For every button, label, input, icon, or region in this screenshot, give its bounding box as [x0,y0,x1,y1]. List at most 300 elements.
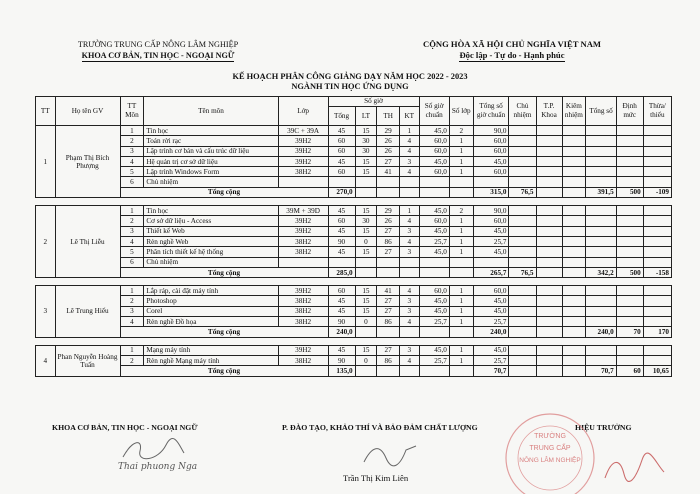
table-cell [473,177,509,187]
table-cell: 4 [120,317,144,327]
empty-cell [562,296,586,306]
teacher-index: 4 [36,345,56,376]
national-header [392,39,632,62]
table-cell: 45,0 [473,345,509,355]
table-cell: 39H2 [278,345,328,355]
empty-cell [643,126,671,136]
total-row [36,327,672,337]
empty-cell [643,156,671,166]
table-cell: 4 [120,156,144,166]
table-cell: 41 [377,167,400,177]
total-hours: 270,0 [328,187,355,197]
table-cell: 45,0 [473,226,509,236]
empty-cell [616,317,643,327]
empty-cell [643,136,671,146]
empty-cell [399,187,419,197]
table-cell: 45,0 [419,156,449,166]
empty-cell [643,257,671,267]
table-cell: 39H2 [278,136,328,146]
table-cell: Chủ nhiệm [144,177,278,187]
empty-cell [562,156,586,166]
empty-cell [449,187,473,197]
empty-cell [536,156,562,166]
total-std-hours: 240,0 [473,327,509,337]
svg-text:TRƯỜNG: TRƯỜNG [534,433,566,440]
table-cell: Cơ sở dữ liệu - Access [144,216,278,226]
table-cell: 60,0 [419,216,449,226]
table-cell: 6 [120,177,144,187]
table-cell: 60 [328,286,355,296]
table-cell: 45 [328,126,355,136]
table-cell: 60,0 [419,286,449,296]
table-cell: 2 [449,206,473,216]
total-std-hours: 315,0 [473,187,509,197]
table-cell: 4 [399,146,419,156]
empty-cell [509,177,536,187]
empty-cell [643,177,671,187]
center-signer-name: Trần Thị Kim Liên [343,473,409,483]
table-cell: 39H2 [278,216,328,226]
table-cell: Rèn nghề Mạng máy tính [144,355,278,365]
table-cell: 90,0 [473,126,509,136]
table-cell [328,257,355,267]
table-cell: 15 [355,226,377,236]
table-cell: 5 [120,247,144,257]
empty-cell [586,236,616,246]
table-cell: 15 [355,126,377,136]
empty-cell [509,167,536,177]
table-cell: Lập trình cơ bản và cấu trúc dữ liệu [144,146,278,156]
table-cell [449,177,473,187]
empty-cell [586,156,616,166]
document-subtitle: NGÀNH TIN HỌC ỨNG DỤNG [291,82,409,91]
table-cell: Corel [144,306,278,316]
table-cell: 45,0 [473,296,509,306]
table-cell: 45,0 [473,156,509,166]
teacher-name: Lê Trung Hiếu [55,286,120,337]
table-cell: 0 [355,317,377,327]
total-hours: 135,0 [328,366,355,376]
empty-cell [536,317,562,327]
empty-cell [355,327,377,337]
col-subject-no: TT Môn [120,97,144,126]
table-cell: 1 [120,206,144,216]
table-cell [278,257,328,267]
col-hours-group: Số giờ [328,97,419,107]
table-cell: 1 [449,226,473,236]
col-total: Tổng [328,107,355,126]
table-cell: 1 [399,126,419,136]
empty-cell [562,355,586,365]
footer-principal: HIỆU TRƯỞNG [575,423,632,432]
empty-cell [536,236,562,246]
empty-cell [536,167,562,177]
total-row [36,267,672,277]
teacher-index: 2 [36,206,56,278]
empty-cell [562,216,586,226]
empty-cell [562,146,586,156]
empty-cell [536,126,562,136]
left-signature: Thai phuong Nga [118,462,198,472]
col-concurrent: Kiêm nhiệm [562,97,586,126]
empty-cell [399,366,419,376]
footer-training-office: P. ĐÀO TẠO, KHẢO THÍ VÀ BẢO ĐẢM CHẤT LƯỢNG [282,423,478,432]
teaching-plan-table [35,96,672,377]
table-cell: 45,0 [473,306,509,316]
empty-cell [536,226,562,236]
table-cell: 30 [355,216,377,226]
table-cell: 38H2 [278,317,328,327]
empty-cell [536,355,562,365]
table-cell: Phân tích thiết kế hệ thống [144,247,278,257]
table-cell: 1 [449,156,473,166]
plan-body [36,126,672,377]
empty-cell [586,296,616,306]
table-cell: Hệ quản trị cơ sở dữ liệu [144,156,278,166]
footer-faculty: KHOA CƠ BẢN, TIN HỌC - NGOẠI NGỮ [52,423,198,432]
table-cell: 1 [399,206,419,216]
table-cell: 45,0 [419,296,449,306]
table-cell: 86 [377,355,400,365]
table-cell: 5 [120,167,144,177]
table-cell: Thiết kế Web [144,226,278,236]
table-cell [419,257,449,267]
teacher-index: 3 [36,286,56,337]
empty-cell [562,366,586,376]
group-separator [36,278,672,286]
table-cell: 90 [328,236,355,246]
table-cell: 3 [399,247,419,257]
table-cell: 45,0 [473,247,509,257]
table-cell: 60,0 [473,216,509,226]
table-cell: 4 [399,136,419,146]
empty-cell [562,317,586,327]
table-cell: 90 [328,355,355,365]
table-row [36,216,672,226]
empty-cell [616,136,643,146]
empty-cell [562,306,586,316]
table-cell: 26 [377,146,400,156]
col-th: TH [377,107,400,126]
table-cell: 45,0 [419,345,449,355]
table-cell: 1 [449,286,473,296]
empty-cell [616,226,643,236]
document-title: KẾ HOẠCH PHÂN CÔNG GIẢNG DẠY NĂM HỌC 2022 - 2023 [232,72,468,81]
total-dept [536,366,562,376]
table-cell: 30 [355,136,377,146]
empty-cell [562,345,586,355]
empty-cell [586,136,616,146]
table-cell: 27 [377,296,400,306]
empty-cell [643,216,671,226]
table-cell: 2 [120,216,144,226]
empty-cell [355,366,377,376]
table-cell: 1 [449,136,473,146]
empty-cell [449,366,473,376]
empty-cell [562,327,586,337]
teacher-index: 1 [36,126,56,198]
col-teacher-name: Họ tên GV [55,97,120,126]
total-homeroom: 76,5 [509,267,536,277]
table-row [36,177,672,187]
table-cell: 0 [355,236,377,246]
signature-scribble-icon [360,440,420,470]
empty-cell [586,177,616,187]
empty-cell [616,206,643,216]
table-cell: Rèn nghề Đồ họa [144,317,278,327]
table-cell: 39H2 [278,286,328,296]
empty-cell [616,345,643,355]
table-cell: 15 [355,345,377,355]
empty-cell [449,267,473,277]
col-lt: LT [355,107,377,126]
total-label: Tổng cộng [120,366,328,376]
empty-cell [562,267,586,277]
table-cell: 45 [328,345,355,355]
table-cell: 1 [449,355,473,365]
national-motto: Độc lập - Tự do - Hạnh phúc [459,50,565,60]
table-cell: 90 [328,317,355,327]
table-cell: 45,0 [419,206,449,216]
table-cell: 45 [328,306,355,316]
teacher-name: Phạm Thị Bích Phượng [55,126,120,198]
table-cell: 60,0 [419,146,449,156]
empty-cell [509,216,536,226]
signature-scribble-icon [118,437,188,465]
empty-cell [562,187,586,197]
empty-cell [509,296,536,306]
table-cell: 1 [449,345,473,355]
empty-cell [355,267,377,277]
empty-cell [562,236,586,246]
total-dept [536,267,562,277]
table-cell: 45,0 [419,226,449,236]
empty-cell [643,236,671,246]
table-cell: 25,7 [473,236,509,246]
col-homeroom: Chủ nhiệm [509,97,536,126]
total-label: Tổng cộng [120,327,328,337]
empty-cell [509,306,536,316]
table-cell: 1 [449,247,473,257]
table-cell: 15 [355,306,377,316]
table-cell: 45 [328,156,355,166]
table-row [36,355,672,365]
empty-cell [586,126,616,136]
table-cell: 4 [399,317,419,327]
svg-text:TRUNG CẤP: TRUNG CẤP [529,445,571,452]
table-cell: 1 [120,286,144,296]
surplus-value: -158 [643,267,671,277]
empty-cell [419,327,449,337]
group-separator [36,198,672,206]
empty-cell [509,226,536,236]
empty-cell [616,126,643,136]
table-cell: 60 [328,216,355,226]
empty-cell [419,267,449,277]
table-row [36,345,672,355]
group-separator [36,337,672,345]
table-cell: 90,0 [473,206,509,216]
empty-cell [616,296,643,306]
table-cell: Tin học [144,206,278,216]
col-total-std: Tổng số giờ chuẩn [473,97,509,126]
empty-cell [536,296,562,306]
table-row [36,136,672,146]
col-dept-head: T.P. Khoa [536,97,562,126]
empty-cell [616,146,643,156]
table-cell: 1 [449,317,473,327]
table-cell: 60,0 [473,167,509,177]
svg-text:NÔNG LÂM NGHIỆP: NÔNG LÂM NGHIỆP [519,457,581,464]
table-cell: 86 [377,236,400,246]
teacher-name: Lê Thị Liễu [55,206,120,278]
total-dept [536,187,562,197]
empty-cell [643,296,671,306]
table-cell: 4 [399,236,419,246]
empty-cell [509,206,536,216]
table-cell [355,177,377,187]
empty-cell [643,167,671,177]
empty-cell [616,355,643,365]
empty-cell [616,306,643,316]
empty-cell [643,247,671,257]
total-homeroom [509,327,536,337]
norm-value: 500 [616,187,643,197]
table-cell: 38H2 [278,247,328,257]
table-cell: 4 [399,216,419,226]
empty-cell [536,286,562,296]
table-cell: 39H2 [278,156,328,166]
table-cell: 38H2 [278,236,328,246]
total-std-hours: 265,7 [473,267,509,277]
table-cell [399,177,419,187]
empty-cell [616,236,643,246]
table-cell [449,257,473,267]
table-row [36,146,672,156]
table-cell: Tin học [144,126,278,136]
table-row [36,156,672,166]
table-cell: 25,7 [419,317,449,327]
empty-cell [509,236,536,246]
empty-cell [509,345,536,355]
empty-cell [643,355,671,365]
empty-cell [562,286,586,296]
table-cell: 45 [328,206,355,216]
total-label: Tổng cộng [120,187,328,197]
table-cell: 1 [120,126,144,136]
total-label: Tổng cộng [120,267,328,277]
table-cell: 15 [355,296,377,306]
table-cell: 3 [399,296,419,306]
principal-signature-icon [600,448,670,488]
empty-cell [449,327,473,337]
table-cell: 15 [355,286,377,296]
table-cell: 3 [399,226,419,236]
empty-cell [616,257,643,267]
empty-cell [616,156,643,166]
empty-cell [643,206,671,216]
col-subject: Tên môn [144,97,278,126]
table-cell: 45 [328,296,355,306]
table-cell: 3 [120,306,144,316]
total-hours: 240,0 [328,327,355,337]
table-cell: 39C + 39A [278,126,328,136]
empty-cell [509,126,536,136]
table-cell: 1 [449,167,473,177]
table-cell: 3 [399,306,419,316]
col-tt: TT [36,97,56,126]
empty-cell [536,177,562,187]
empty-cell [536,247,562,257]
table-cell: 60 [328,146,355,156]
empty-cell [419,366,449,376]
total-row [36,187,672,197]
table-cell: 45,0 [419,126,449,136]
table-cell: 38H2 [278,355,328,365]
table-row [36,226,672,236]
table-cell: Toán rời rạc [144,136,278,146]
table-cell: 4 [399,167,419,177]
empty-cell [562,177,586,187]
table-cell: 45 [328,247,355,257]
grand-total: 391,5 [586,187,616,197]
col-surplus: Thừa/ thiếu [643,97,671,126]
table-cell: 26 [377,136,400,146]
empty-cell [536,206,562,216]
table-row [36,317,672,327]
table-cell [355,257,377,267]
empty-cell [586,257,616,267]
table-row [36,296,672,306]
national-title: CỘNG HÒA XÃ HỘI CHỦ NGHĨA VIỆT NAM [422,39,602,49]
table-cell: 27 [377,247,400,257]
col-class: Lớp [278,97,328,126]
empty-cell [509,247,536,257]
norm-value: 500 [616,267,643,277]
empty-cell [643,317,671,327]
empty-cell [586,216,616,226]
empty-cell [643,226,671,236]
empty-cell [509,156,536,166]
empty-cell [643,306,671,316]
table-cell: Rèn nghề Web [144,236,278,246]
school-seal-icon [500,408,600,494]
table-cell: 25,7 [419,355,449,365]
empty-cell [419,187,449,197]
table-cell: 0 [355,355,377,365]
table-cell: 29 [377,206,400,216]
empty-cell [536,216,562,226]
table-cell: 45,0 [419,247,449,257]
empty-cell [586,167,616,177]
school-name: TRƯỜNG TRUNG CẤP NÔNG LÂM NGHIỆP [77,40,239,49]
empty-cell [399,267,419,277]
table-cell: 3 [120,146,144,156]
table-cell: Chủ nhiệm [144,257,278,267]
table-cell [419,177,449,187]
empty-cell [536,146,562,156]
table-cell: 25,7 [473,355,509,365]
table-row [36,247,672,257]
table-cell: 86 [377,317,400,327]
table-cell: 39H2 [278,146,328,156]
table-cell: 30 [355,146,377,156]
table-cell: 41 [377,286,400,296]
table-row [36,236,672,246]
table-cell: 25,7 [419,236,449,246]
empty-cell [586,286,616,296]
table-cell [377,257,400,267]
